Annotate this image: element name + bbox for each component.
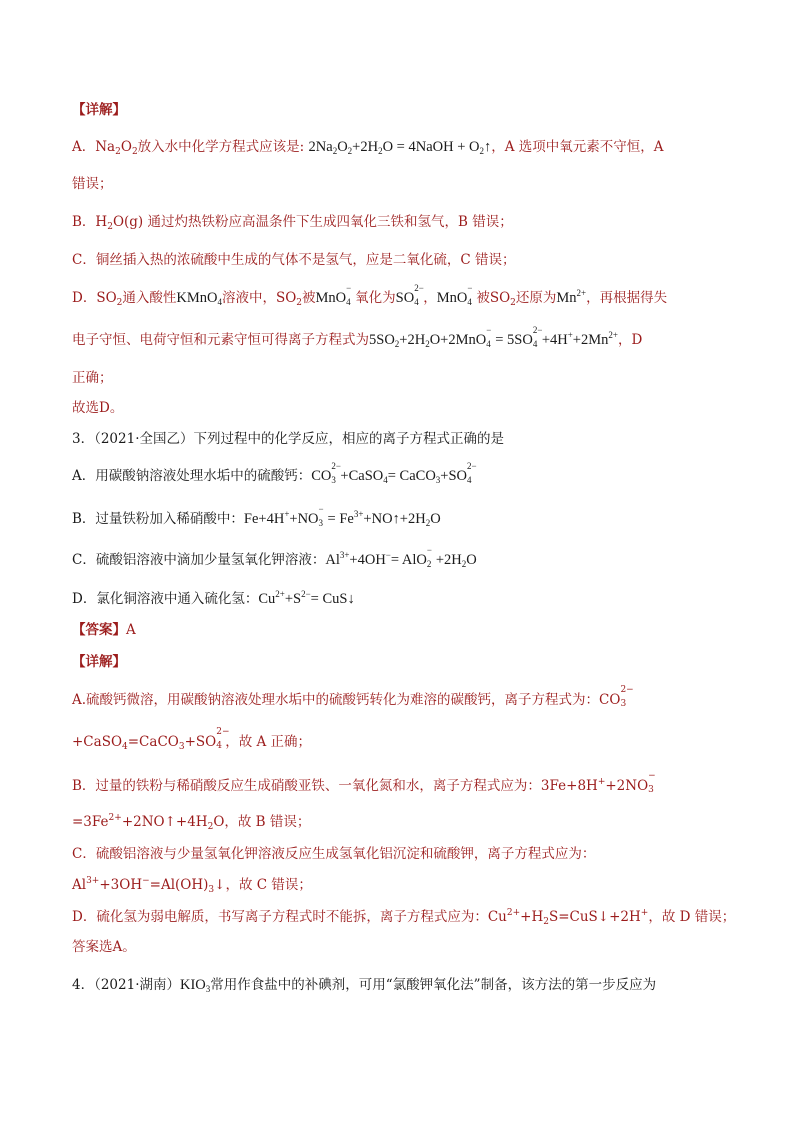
exp-c-line2: $Al^{3+}+3OH^-=Al(OH)_3↓$，故 C 错误； bbox=[72, 876, 312, 895]
explanation-c: C．铜丝插入热的浓硫酸中生成的气体不是氢气，应是二氧化硫，C 错误； bbox=[72, 252, 516, 268]
exp-a-line1: A.硫酸钙微溶，用碳酸钠溶液处理水垢中的硫酸钙转化为难溶的碳酸钙，离子方程式为：CO 2− 3 bbox=[72, 685, 634, 709]
question-3-stem: 3．（2021·全国乙）下列过程中的化学反应，相应的离子方程式正确的是 bbox=[72, 431, 504, 447]
section-heading: 【详解】 bbox=[72, 102, 126, 118]
explanation-a-line2: 错误； bbox=[72, 176, 113, 192]
explanation-d-line1: D．$SO_2$通入酸性KMnO$_4$溶液中，$SO_2$被MnO − 4 氧化为SO 2− 4 ，MnO − 4 被$SO_2$还原为$Mn^{2+}$，再根据得失 bbox=[72, 283, 668, 308]
explanation-b: B．$H_2O(g)$ 通过灼热铁粉应高温条件下生成四氧化三铁和氢气，B 错误； bbox=[72, 214, 513, 232]
option-a: A．用碳酸钠溶液处理水垢中的硫酸钙：CO 2− 3 +CaSO$_4$= CaCO$_3$+SO 2− 4 bbox=[72, 461, 477, 485]
option-d: D．氯化铜溶液中通入硫化氢：$Cu^{2+}+S^{2-}=$ CuS↓ bbox=[72, 589, 355, 607]
conclusion: 故选D。 bbox=[72, 400, 124, 416]
final-answer: 答案选A。 bbox=[72, 939, 136, 955]
detail-heading: 【详解】 bbox=[72, 654, 126, 670]
exp-a-line2: +CaSO$_4$=CaCO$_3$+SO 2− 4 ，故 A 正确； bbox=[72, 727, 312, 752]
question-4-stem: 4．（2021·湖南）$KIO_3$常用作食盐中的补碘剂，可用“氯酸钾氧化法”制备，该方法的第一步反应为 bbox=[72, 977, 657, 994]
explanation-d-line2: 电子守恒、电荷守恒和元素守恒可得离子方程式为$5SO_2+2H_2O+2MnO$ − 4 = 5SO 2− 4 $+4H^++2Mn^{2+}$，D bbox=[72, 325, 643, 349]
option-c: C．硫酸铝溶液中滴加少量氢氧化钾溶液：$Al^{3+}+4OH^-=$ AlO − 2 $+2H_2O$ bbox=[72, 545, 477, 569]
explanation-d-line3: 正确； bbox=[72, 370, 113, 386]
exp-d: D．硫化氢为弱电解质，书写离子方程式时不能拆，离子方程式应为：$Cu^{2+}+H_2S=CuS↓+2H^+$，故 D 错误； bbox=[72, 908, 736, 927]
exp-b-line2: $=3Fe^{2+}+2NO↑+4H_2O$，故 B 错误； bbox=[72, 813, 311, 832]
exp-c-line1: C．硫酸铝溶液与少量氢氧化钾溶液反应生成氢氧化铝沉淀和硫酸钾，离子方程式应为： bbox=[72, 846, 596, 862]
explanation-a-line1: A．$Na_2O_2$放入水中化学方程式应该是: $2Na_2O_2+2H_2O$ = 4NaOH + $O_2↑$，A 选项中氧元素不守恒，A bbox=[72, 139, 664, 157]
exp-b-line1: B．过量的铁粉与稀硝酸反应生成硝酸亚铁、一氧化氮和水，离子方程式应为：3Fe+8H++2NO − 3 bbox=[72, 771, 656, 795]
option-b: B．过量铁粉加入稀硝酸中：Fe+4H++NO − 3 = $Fe^{3+}+NO↑+2H_2O$ bbox=[72, 504, 441, 528]
answer: 【答案】A bbox=[72, 622, 136, 638]
